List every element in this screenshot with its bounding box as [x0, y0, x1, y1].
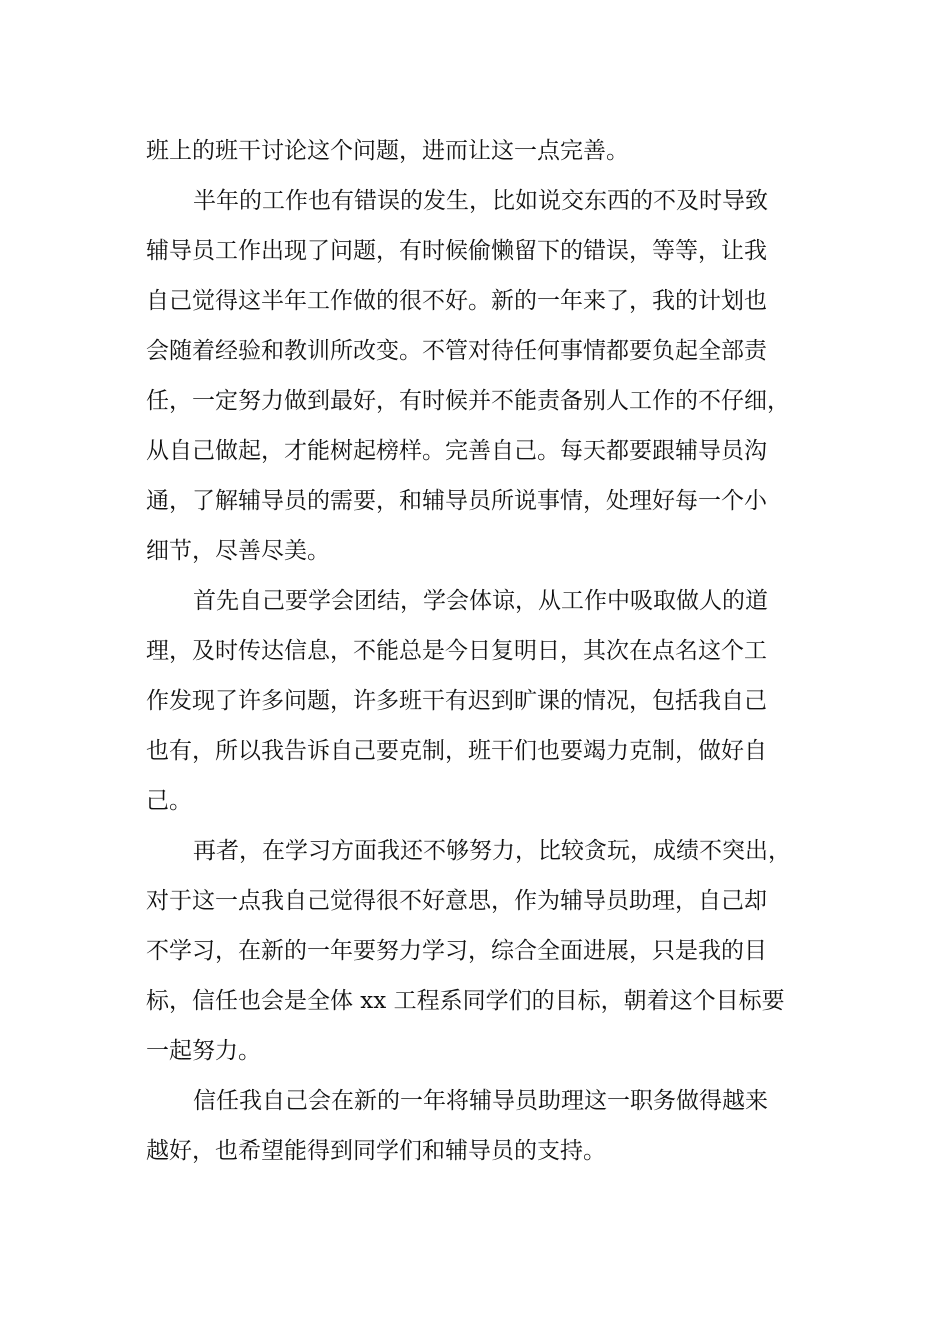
paragraph-first-line: 再者，在学习方面我还不够努力，比较贪玩，成绩不突出， [193, 838, 791, 864]
text-line: 标，信任也会是全体 xx 工程系同学们的目标，朝着这个目标要 [146, 988, 785, 1014]
text-line: 己。 [146, 788, 192, 814]
text-line: 也有，所以我告诉自己要克制，班干们也要竭力克制，做好自 [146, 738, 767, 764]
text-line: 越好，也希望能得到同学们和辅导员的支持。 [146, 1138, 606, 1164]
paragraph-first-line: 信任我自己会在新的一年将辅导员助理这一职务做得越来 [193, 1088, 768, 1114]
text-line: 会随着经验和教训所改变。不管对待任何事情都要负起全部责 [146, 338, 767, 364]
text-line: 作发现了许多问题，许多班干有迟到旷课的情况，包括我自己 [146, 688, 767, 714]
text-line: 对于这一点我自己觉得很不好意思，作为辅导员助理，自己却 [146, 888, 767, 914]
paragraph-first-line: 首先自己要学会团结，学会体谅，从工作中吸取做人的道 [193, 588, 768, 614]
text-line: 辅导员工作出现了问题，有时候偷懒留下的错误，等等，让我 [146, 238, 767, 264]
text-line: 自己觉得这半年工作做的很不好。新的一年来了，我的计划也 [146, 288, 767, 314]
text-line: 通，了解辅导员的需要，和辅导员所说事情，处理好每一个小 [146, 488, 767, 514]
text-line: 不学习，在新的一年要努力学习，综合全面进展，只是我的目 [146, 938, 767, 964]
text-line: 任，一定努力做到最好，有时候并不能责备别人工作的不仔细， [146, 388, 790, 414]
text-line: 细节，尽善尽美。 [146, 538, 330, 564]
text-line: 一起努力。 [146, 1038, 261, 1064]
paragraph-first-line: 半年的工作也有错误的发生，比如说交东西的不及时导致 [193, 188, 768, 214]
text-line: 从自己做起，才能树起榜样。完善自己。每天都要跟辅导员沟 [146, 438, 767, 464]
text-line: 班上的班干讨论这个问题，进而让这一点完善。 [146, 138, 629, 164]
text-line: 理，及时传达信息，不能总是今日复明日，其次在点名这个工 [146, 638, 767, 664]
